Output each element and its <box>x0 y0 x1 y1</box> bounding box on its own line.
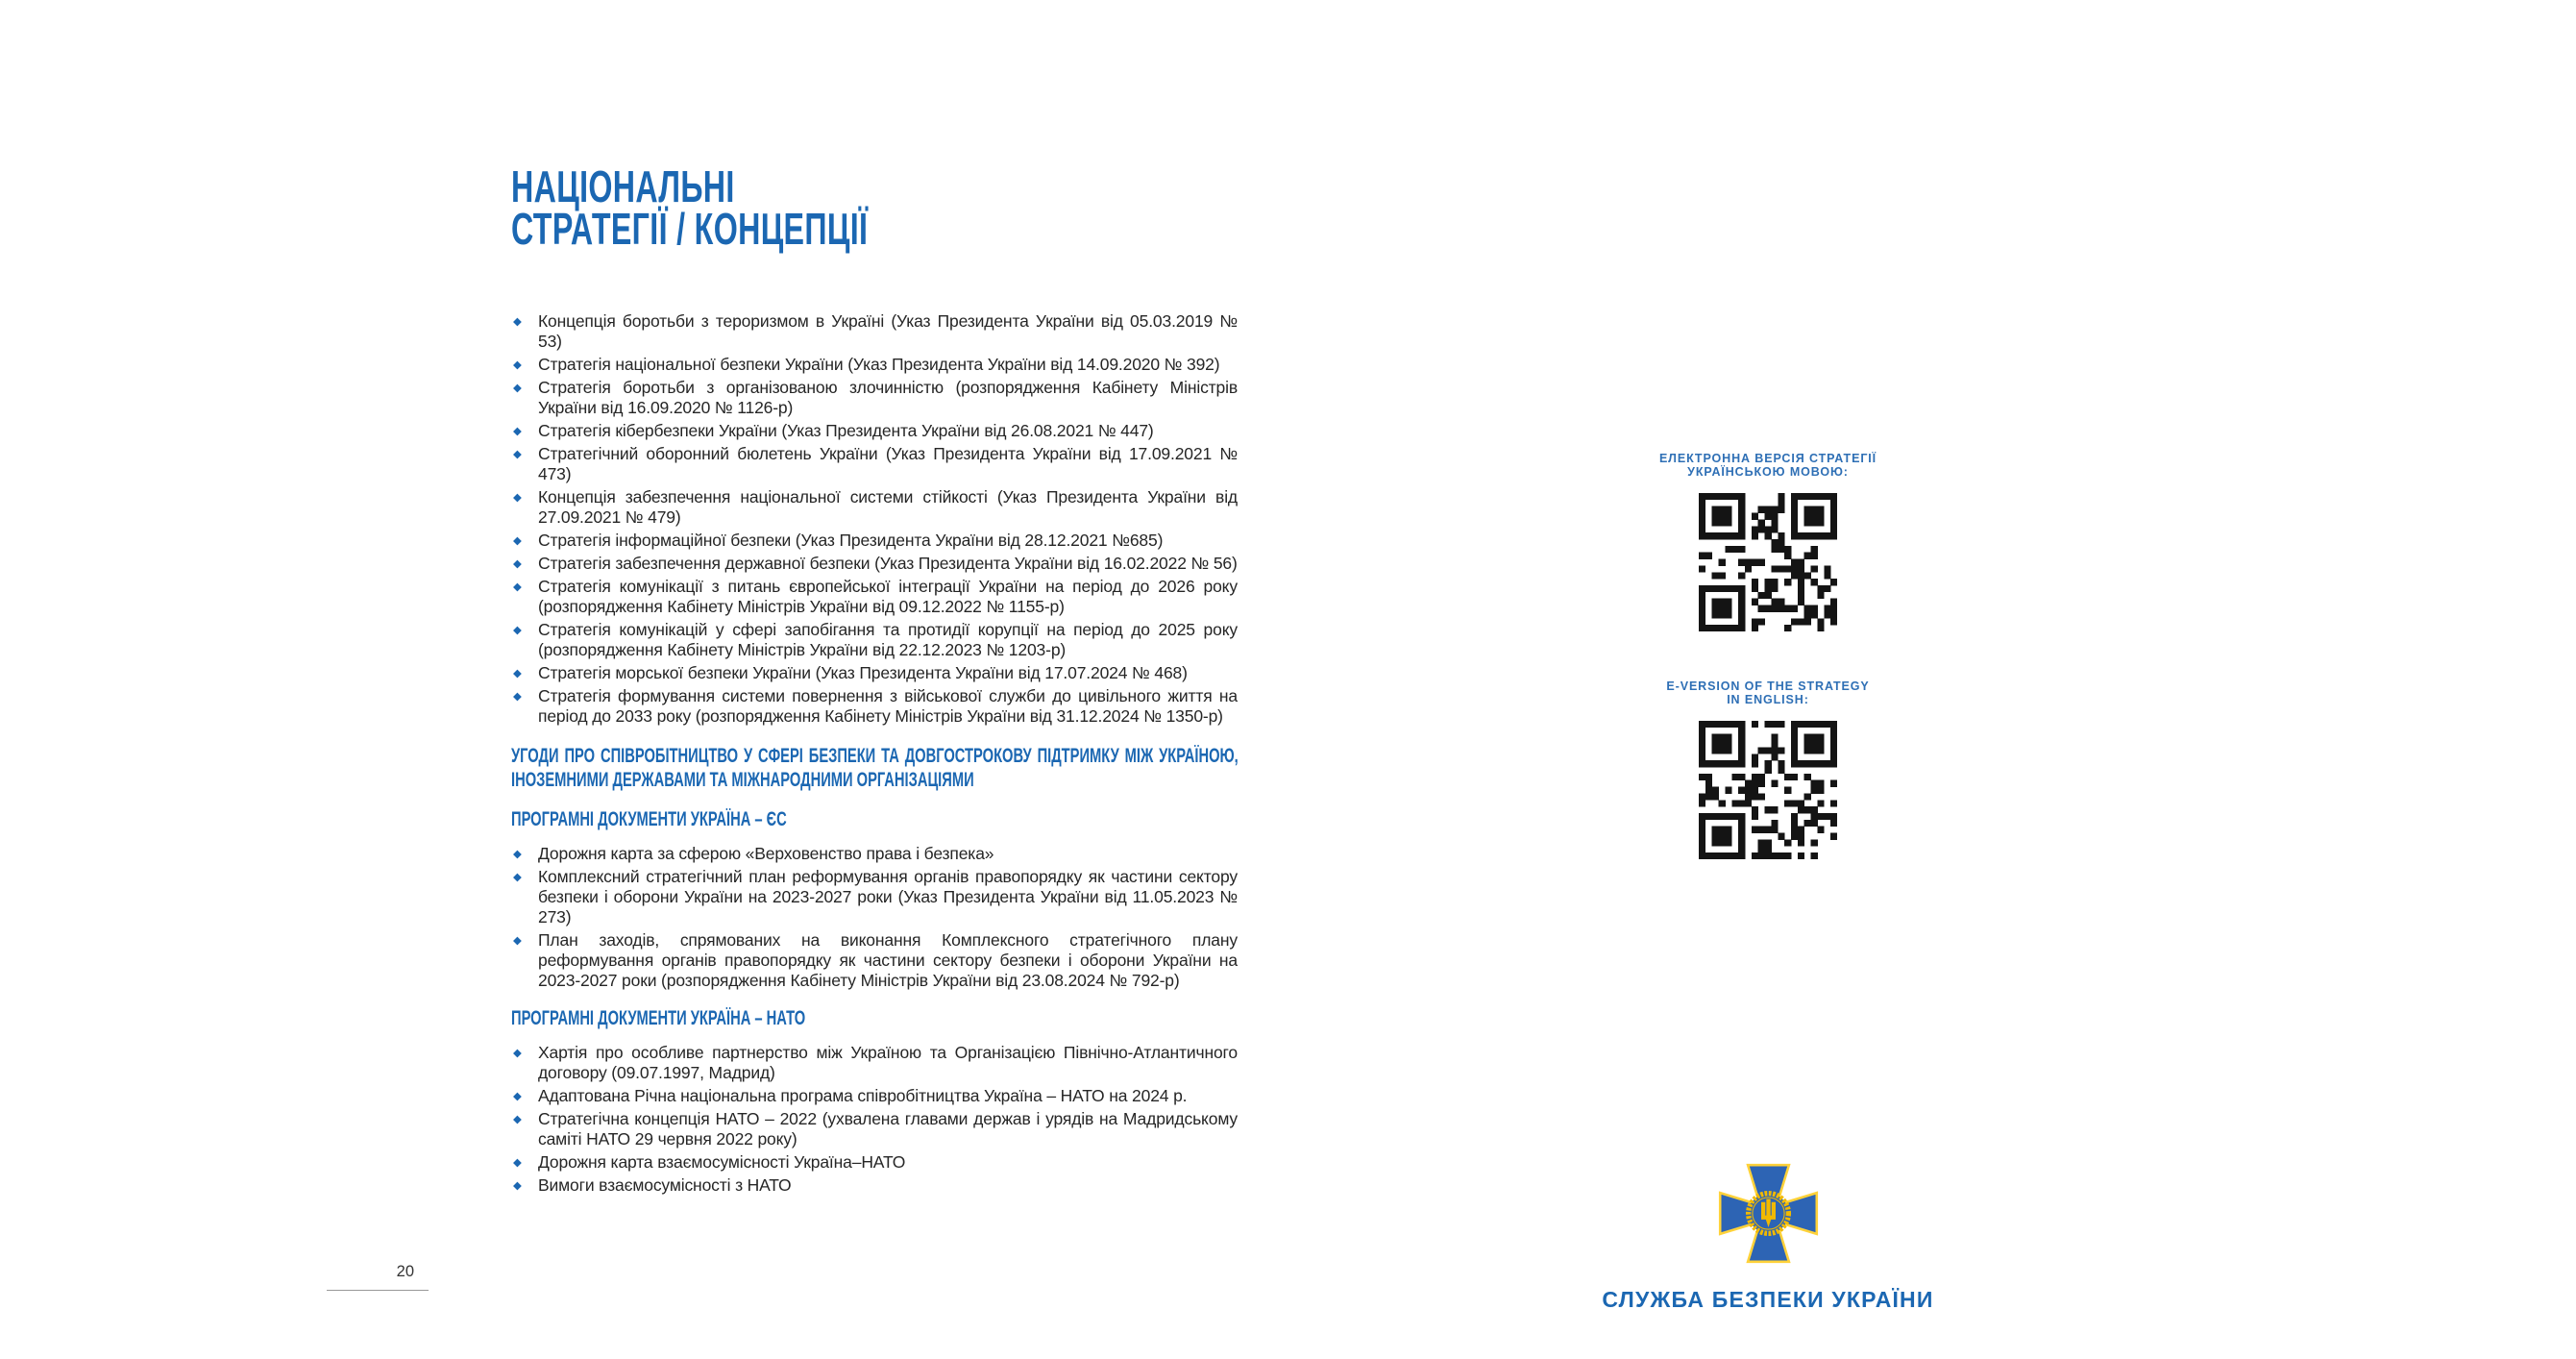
page-number-value: 20 <box>396 1263 414 1280</box>
list-item-text: Стратегія забезпечення державної безпеки (Указ Президента України від 16.02.2022 № 56) <box>538 554 1238 573</box>
diamond-bullet-icon: ◆ <box>513 935 522 947</box>
page-number <box>327 1263 429 1291</box>
list-item-text: Стратегічний оборонний бюлетень України (Указ Президента України від 17.09.2021 № 473) <box>538 444 1238 483</box>
list-item-text: Адаптована Річна національна програма співробітництва Україна – НАТО на 2024 р. <box>538 1086 1188 1105</box>
diamond-bullet-icon: ◆ <box>513 1114 522 1125</box>
list-item <box>511 1175 1238 1196</box>
qr-label-english-line-2: IN ENGLISH: <box>1727 693 1809 706</box>
diamond-bullet-icon: ◆ <box>513 668 522 680</box>
list-item <box>511 355 1238 375</box>
diamond-bullet-icon: ◆ <box>513 1157 522 1169</box>
diamond-bullet-icon: ◆ <box>513 581 522 593</box>
list-item-text: Концепція боротьби з тероризмом в Україні (Указ Президента України від 05.03.2019 № 53) <box>538 311 1238 351</box>
org-name: СЛУЖБА БЕЗПЕКИ УКРАЇНИ <box>1602 1287 1934 1312</box>
diamond-bullet-icon: ◆ <box>513 1048 522 1059</box>
diamond-bullet-icon: ◆ <box>513 1180 522 1192</box>
list-item <box>511 620 1238 660</box>
eu-documents-list <box>511 844 1238 991</box>
list-item-text: План заходів, спрямованих на виконання Комплексного стратегічного плану реформування органів правопорядку як частини сектору безпеки і оборони України на 2023-2027 роки (розпорядження Кабінету Міністрів України від 23.08.2024 № 792-р) <box>538 930 1238 990</box>
qr-label-english-line-1: E-VERSION OF THE STRATEGY <box>1666 680 1870 693</box>
list-item <box>511 867 1238 927</box>
list-item <box>511 1086 1238 1106</box>
page-title-line-1: НАЦІОНАЛЬНІ <box>511 161 735 211</box>
list-item <box>511 930 1238 991</box>
sbu-logo-block <box>1595 1162 1941 1313</box>
diamond-bullet-icon: ◆ <box>513 558 522 570</box>
diamond-bullet-icon: ◆ <box>513 535 522 547</box>
list-item-text: Дорожня карта за сферою «Верховенство права і безпека» <box>538 844 994 863</box>
list-item-text: Стратегія кібербезпеки України (Указ Президента України від 26.08.2021 № 447) <box>538 421 1154 440</box>
list-item <box>511 311 1238 352</box>
diamond-bullet-icon: ◆ <box>513 691 522 703</box>
list-item-text: Хартія про особливе партнерство між Україною та Організацією Північно-Атлантичного договору (09.07.1997, Мадрид) <box>538 1043 1238 1082</box>
diamond-bullet-icon: ◆ <box>513 359 522 371</box>
diamond-bullet-icon: ◆ <box>513 449 522 460</box>
diamond-bullet-icon: ◆ <box>513 872 522 883</box>
list-item <box>511 577 1238 617</box>
qr-code-english <box>1699 721 1837 859</box>
main-column <box>511 161 1239 1198</box>
list-item-text: Стратегія комунікації з питань європейської інтеграції України на період до 2026 року (розпорядження Кабінету Міністрів України від 09.12.2022 № 1155-р) <box>538 577 1238 616</box>
nato-documents-list <box>511 1043 1238 1196</box>
eu-documents-heading: ПРОГРАМНІ ДОКУМЕНТИ УКРАЇНА – ЄС <box>511 808 787 830</box>
list-item-text: Стратегія національної безпеки України (Указ Президента України від 14.09.2020 № 392) <box>538 355 1220 374</box>
qr-label-ukrainian <box>1595 452 1941 479</box>
list-item-text: Стратегія комунікацій у сфері запобігання та протидії корупції на період до 2025 року (розпорядження Кабінету Міністрів України від 22.12.2023 № 1203-р) <box>538 620 1238 659</box>
diamond-bullet-icon: ◆ <box>513 492 522 504</box>
qr-code-ukrainian <box>1699 493 1837 631</box>
list-item <box>511 487 1238 528</box>
list-item <box>511 531 1238 551</box>
qr-label-english <box>1595 680 1941 706</box>
list-item <box>511 844 1238 864</box>
diamond-bullet-icon: ◆ <box>513 625 522 636</box>
list-item <box>511 686 1238 727</box>
diamond-bullet-icon: ◆ <box>513 426 522 437</box>
list-item-text: Стратегія боротьби з організованою злочинністю (розпорядження Кабінету Міністрів України від 16.09.2020 № 1126-р) <box>538 378 1238 417</box>
list-item-text: Стратегія морської безпеки України (Указ Президента України від 17.07.2024 № 468) <box>538 663 1188 682</box>
list-item-text: Вимоги взаємосумісності з НАТО <box>538 1175 792 1195</box>
list-item <box>511 444 1238 484</box>
list-item <box>511 378 1238 418</box>
list-item-text: Стратегічна концепція НАТО – 2022 (ухвалена главами держав і урядів на Мадридському саміті НАТО 29 червня 2022 року) <box>538 1109 1238 1149</box>
page-title-line-2: СТРАТЕГІЇ / КОНЦЕПЦІЇ <box>511 204 869 254</box>
list-item <box>511 1043 1238 1083</box>
list-item <box>511 421 1238 441</box>
diamond-bullet-icon: ◆ <box>513 849 522 860</box>
list-item <box>511 1109 1238 1149</box>
list-item-text: Дорожня карта взаємосумісності Україна–НАТО <box>538 1152 906 1172</box>
list-item-text: Концепція забезпечення національної системи стійкості (Указ Президента України від 27.09.2021 № 479) <box>538 487 1238 527</box>
page-title <box>511 161 1019 254</box>
diamond-bullet-icon: ◆ <box>513 316 522 328</box>
nato-documents-heading: ПРОГРАМНІ ДОКУМЕНТИ УКРАЇНА – НАТО <box>511 1007 806 1029</box>
list-item-text: Стратегія інформаційної безпеки (Указ Президента України від 28.12.2021 №685) <box>538 531 1164 550</box>
qr-section-ukrainian <box>1595 452 1941 631</box>
qr-label-ukrainian-line-1: ЕЛЕКТРОННА ВЕРСІЯ СТРАТЕГІЇ <box>1658 452 1877 465</box>
sbu-emblem-icon <box>1717 1162 1820 1265</box>
diamond-bullet-icon: ◆ <box>513 383 522 394</box>
national-strategies-list <box>511 311 1238 727</box>
list-item-text: Стратегія формування системи повернення з військової служби до цивільного життя на період до 2033 року (розпорядження Кабінету Міністрів України від 31.12.2024 № 1350-р) <box>538 686 1238 726</box>
list-item <box>511 554 1238 574</box>
qr-label-ukrainian-line-2: УКРАЇНСЬКОЮ МОВОЮ: <box>1687 465 1849 479</box>
diamond-bullet-icon: ◆ <box>513 1091 522 1102</box>
list-item <box>511 1152 1238 1173</box>
qr-section-english <box>1595 680 1941 859</box>
list-item <box>511 663 1238 683</box>
list-item-text: Комплексний стратегічний план реформування органів правопорядку як частини сектору безпеки і оборони України на 2023-2027 роки (Указ Президента України від 11.05.2023 № 273) <box>538 867 1238 927</box>
agreements-section-heading: УГОДИ ПРО СПІВРОБІТНИЦТВО У СФЕРІ БЕЗПЕКИ ТА ДОВГОСТРОКОВУ ПІДТРИМКУ МІЖ УКРАЇНОЮ, ІНОЗЕМНИМИ ДЕРЖАВАМИ ТА МІЖНАРОДНИМИ ОРГАНІЗАЦІЯМИ <box>511 745 1239 791</box>
